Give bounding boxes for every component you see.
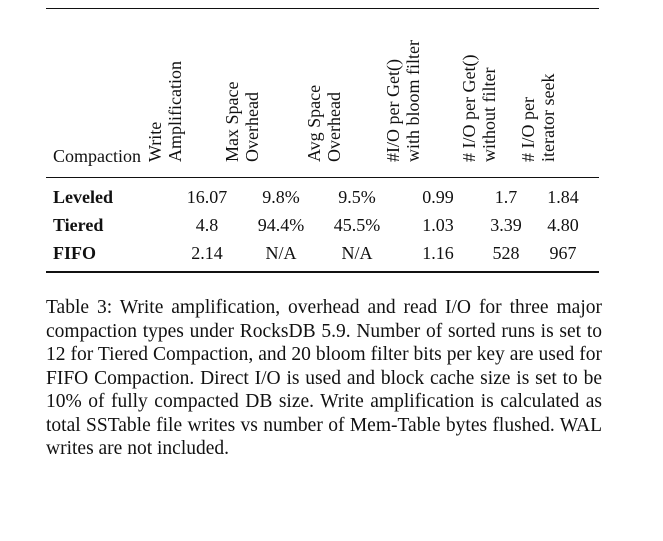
table-row bbox=[46, 184, 599, 210]
table-cell: 1.7 bbox=[494, 187, 518, 207]
table-cell: 16.07 bbox=[186, 187, 228, 207]
row-label: FIFO bbox=[53, 243, 96, 263]
bottom-rule bbox=[46, 271, 599, 273]
table-cell: 3.39 bbox=[490, 215, 522, 235]
caption-label: Table 3: bbox=[46, 297, 113, 318]
top-rule bbox=[46, 8, 599, 9]
table-cell: 4.80 bbox=[547, 215, 579, 235]
table-cell: 1.84 bbox=[547, 187, 579, 207]
table-cell: 0.99 bbox=[422, 187, 454, 207]
table-row bbox=[46, 212, 599, 238]
table-row bbox=[46, 240, 599, 266]
table-cell: 45.5% bbox=[333, 215, 381, 235]
table-cell: 94.4% bbox=[257, 215, 305, 235]
table-caption bbox=[46, 296, 602, 461]
row-label: Tiered bbox=[53, 215, 104, 235]
table-cell: 528 bbox=[492, 243, 520, 263]
table-cell: 2.14 bbox=[191, 243, 223, 263]
caption-text: Write amplification, overhead and read I/O for three major compaction types under RocksDB 5.9. Number of sorted runs is set to 12 for Tiered Compaction, and 20 bloom filter bits per key are used for FIFO Compaction. Direct I/O is used and block cache size is set to be 10% of fully compacted DB size. Write amplification is calculated as total SSTable file writes vs number of Mem-Table bytes flushed. WAL writes are not included. bbox=[46, 297, 602, 459]
table-cell: 1.16 bbox=[422, 243, 454, 263]
table-cell: 9.5% bbox=[338, 187, 376, 207]
row-label: Leveled bbox=[53, 187, 113, 207]
results-table: Compaction Write Amplification Max Space Overhead Avg Space Overhead #I/O per Get() with bloom filter # I/O per Get() without filter # I/O per iterator seek Leveled 16.07 9.8% 9.5% 0.99 1.7 1.84 Tiered 4.8 94.4% 45.5% 1.03 3.39 4.80 FIFO 2.14 N/A N/A 1.16 528 967 bbox=[46, 0, 601, 280]
stub-header-compaction: Compaction bbox=[53, 146, 141, 166]
table-cell: 967 bbox=[549, 243, 577, 263]
table-cell: N/A bbox=[265, 243, 297, 263]
table-cell: 9.8% bbox=[262, 187, 300, 207]
table-cell: 4.8 bbox=[195, 215, 219, 235]
table-cell: N/A bbox=[341, 243, 373, 263]
table-cell: 1.03 bbox=[422, 215, 454, 235]
header-rule bbox=[46, 177, 599, 178]
